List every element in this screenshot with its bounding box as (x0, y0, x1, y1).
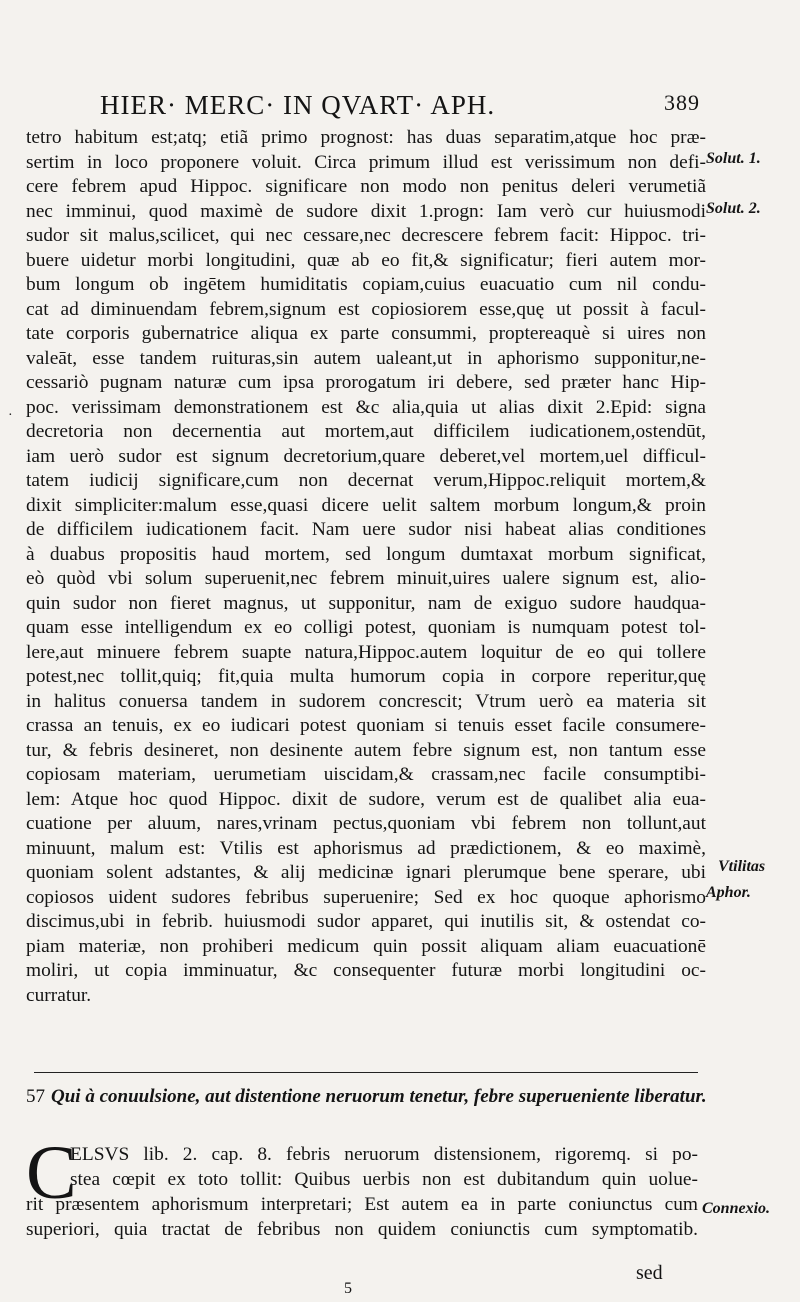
text-line: decretoria non decernentia aut mortem,aut difficilem iudicationem,ostendūt, (26, 421, 706, 442)
text-line: buere uidetur morbi longitudini, quæ ab eo fit,& significatur; fieri autem mor- (26, 249, 706, 271)
section-divider (34, 1072, 698, 1073)
running-title: HIER· MERC· IN QVART· APH. (100, 90, 496, 120)
text-line: moliri, ut copia imminuatur, &c consequenter futuræ morbi longitudini oc- (26, 960, 706, 981)
commentary-line: rit præsentem aphorismum interpretari; Est autem ea in parte coniunctus cum (26, 1194, 698, 1215)
margin-note-utilitas: Vtilitas (718, 858, 766, 875)
text-line: crassa an tenuis, ex eo iudicari potest quoniam si tenuis esset facile consumere- (26, 715, 706, 736)
text-line: sudor sit malus,scilicet, qui nec cessare,nec decrescere febrem facit: Hippoc. tri- (26, 225, 706, 246)
text-line: poc. verissimam demonstrationem est &c alia,quia ut alias dixit 2.Epid: signa (26, 396, 706, 418)
text-line: à duabus propositis haud mortem, sed longum dumtaxat morbum significat, (26, 543, 706, 565)
text-line: cessariò pugnam naturæ cum ipsa prorogatum iri debere, sed præter hanc Hip- (26, 372, 706, 393)
text-line: iam uerò sudor est signum decretorium,quare deberet,vel mortem,uel difficul- (26, 445, 706, 467)
text-line: tetro habitum est;atq; etiã primo prognost: has duas separatim,atque hoc præ- (26, 127, 706, 148)
text-line: copiosos uident sudores febribus superuenire; Sed ex hoc quoque aphorismo (26, 886, 706, 908)
text-line: piam materiæ, non prohiberi medicum quin possit aliquam aliam euacuationē (26, 935, 706, 957)
commentary-first-line: ELSVS lib. 2. cap. 8. febris neruorum distensionem, rigoremq. si po- (70, 1144, 698, 1165)
text-line: curratur. (26, 984, 92, 1006)
commentary-text (26, 126, 706, 1008)
text-line: minuunt, malum est: Vtilis est aphorismus ad prædictionem, & eo maximè, (26, 837, 706, 859)
text-line: bum longum ob ingētem humiditatis copiam,cuius euacuatio cum nil condu- (26, 274, 706, 295)
catchword: sed (636, 1262, 663, 1284)
margin-note-solut-2: Solut. 2. (706, 200, 761, 217)
text-line: tur, & febris desineret, non desinente autem febre signum est, non tantum esse (26, 739, 706, 761)
page-number: 389 (664, 90, 700, 115)
text-line: tate corporis gubernatrice aliqua ex parte consummi, proptereaquè si uires non (26, 323, 706, 344)
margin-note-connexio: Connexio. (702, 1200, 771, 1217)
text-line: nec imminui, quod maximè de sudore dixit 1.progn: Iam verò cur huiusmodi (26, 200, 706, 222)
text-line: dixit simpliciter:malum esse,quasi dicere uelit saltem morbum longum,& proin (26, 494, 706, 516)
margin-note-aphor: Aphor. (706, 884, 751, 901)
text-line: lere,aut minuere febrem suapte natura,Hippoc.autem loquitur de eo qui tollere (26, 641, 706, 663)
text-line: valeāt, esse tandem ruituras,sin autem ualeant,ut in aphorismo supponitur,ne- (26, 347, 706, 369)
text-line: eò quòd vbi solum superuenit,nec febrem minuit,uires ualere signum est, alio- (26, 568, 706, 589)
text-line: discimus,ubi in febrib. huiusmodi sudor apparet, qui inutilis sit, & ostendat co- (26, 911, 706, 932)
signature-mark: 5 (344, 1280, 352, 1297)
aphorism-commentary (26, 1142, 698, 1242)
text-line: cat ad diminuendam febrem,signum est copiosiorem esse,quę ut possit à facul- (26, 298, 706, 320)
text-line: copiosam materiam, uerumetiam uiscidam,& crassam,nec facile consumptibi- (26, 764, 706, 785)
text-line: lem: Atque hoc quod Hippoc. dixit de sudore, verum est de qualibet alia eua- (26, 788, 706, 810)
commentary-line: superiori, quia tractat de febribus non quidem coniunctis cum symptomatib. (26, 1219, 698, 1240)
text-line: de difficilem iudicationem facit. Nam uere sudor nisi habeat alias conditiones (26, 519, 706, 540)
text-line: quam esse intelligendum ex eo colligi potest, quoniam is numquam potest tol- (26, 617, 706, 638)
text-line: tatem iudicij significare,cum non decernat verum,Hippoc.reliquit mortem,& (26, 470, 706, 491)
margin-note-solut-1: Solut. 1. (706, 150, 761, 167)
text-line: quin sudor non fieret magnus, ut supponitur, nam de exiguo sudore haudqua- (26, 592, 706, 614)
text-line: sertim in loco proponere voluit. Circa primum illud est verissimum non defi- (26, 151, 706, 173)
text-line: in halitus conuersa tandem in sudorem concrescit; Vtrum uerò ea materia sit (26, 690, 706, 712)
aphorism-heading (26, 1086, 707, 1108)
text-line: potest,nec tollit,quiq; fit,quia multa humorum copia in corpore reperitur,quę (26, 666, 706, 687)
drop-capital: C (26, 1131, 77, 1215)
aphorism-text: Qui à conuulsione, aut distentione neruorum tenetur, febre superueniente liberatur. (51, 1086, 707, 1107)
aphorism-number: 57 (26, 1086, 45, 1107)
text-line: cere febrem apud Hippoc. significare non modo non penitus deleri verumetiã (26, 176, 706, 197)
text-line: quoniam solent adstantes, & alij medicinæ ignari plerumque bene sperare, ubi (26, 862, 706, 883)
text-line: cuatione per aluum, nares,vrinam pectus,quoniam vbi febrem non tollunt,aut (26, 813, 706, 834)
commentary-line: stea cœpit ex toto tollit: Quibus uerbis non est dubitandum quin uolue- (70, 1169, 698, 1190)
stray-mark: · (8, 408, 13, 423)
